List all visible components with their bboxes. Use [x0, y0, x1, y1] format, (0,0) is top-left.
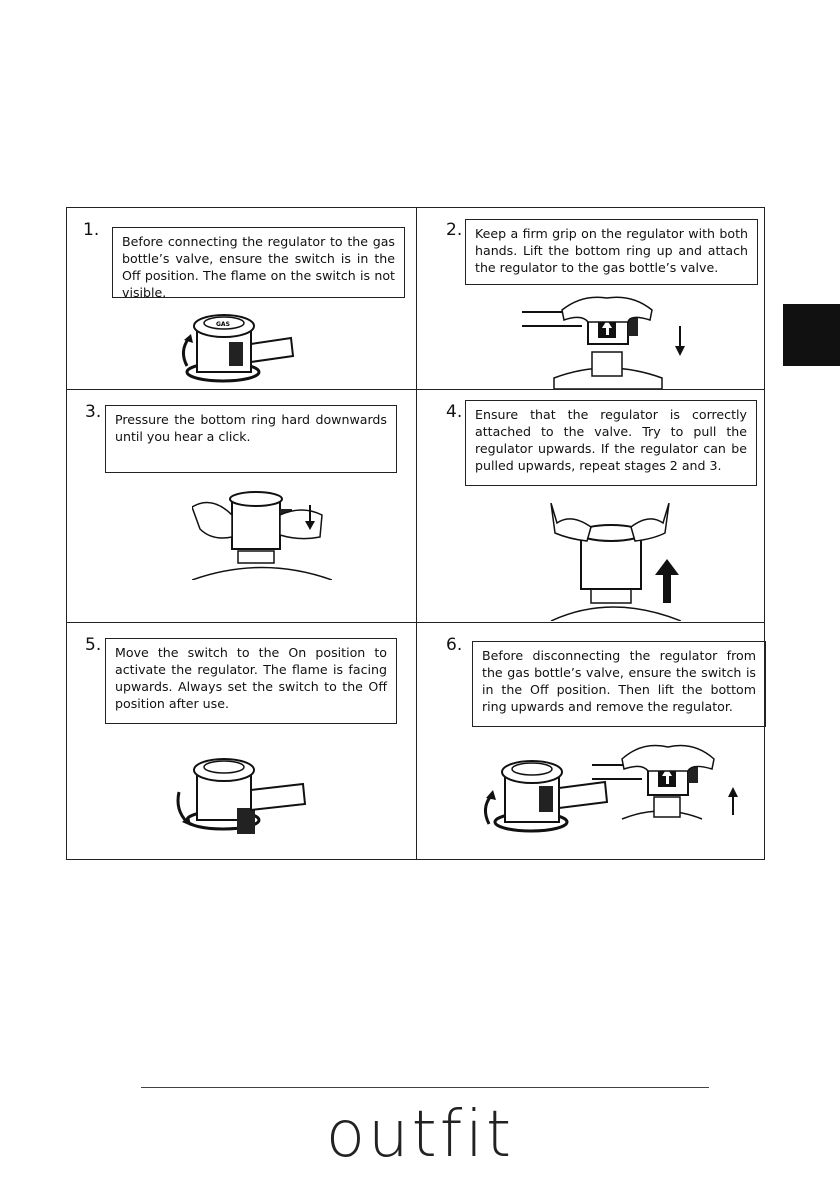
section-tab: [783, 304, 840, 366]
brand-logo: outfit: [325, 1098, 515, 1172]
step-5-text: Move the switch to the On position to activate the regulator. The flame is facing upwards. Always set the switch to the Off position after use.: [105, 638, 397, 724]
step-5-regulator-illustration: [167, 748, 307, 838]
step-2-number: 2.: [446, 220, 463, 240]
step-1-text: Before connecting the regulator to the gas bottle’s valve, ensure the switch is in the Off position. The flame on the switch is not visible.: [112, 227, 405, 298]
footer-divider: [141, 1087, 709, 1088]
step-3-cell: [67, 390, 416, 622]
step-3-hands-illustration: [192, 485, 332, 580]
step-2-text: Keep a firm grip on the regulator with both hands. Lift the bottom ring up and attach the regulator to the gas bottle’s valve.: [465, 219, 758, 285]
step-1-number: 1.: [83, 220, 100, 240]
step-6-cell: [417, 623, 766, 861]
step-6-hands-illustration: [592, 735, 762, 825]
step-5-cell: [67, 623, 416, 861]
step-1-cell: [67, 208, 416, 389]
step-4-number: 4.: [446, 402, 463, 422]
step-3-text: Pressure the bottom ring hard downwards until you hear a click.: [105, 405, 397, 473]
step-5-number: 5.: [85, 635, 102, 655]
step-4-cell: [417, 390, 766, 622]
step-4-text: Ensure that the regulator is correctly attached to the valve. Try to pull the regulator upwards. If the regulator can be pulled upwards, repeat stages 2 and 3.: [465, 400, 757, 486]
instruction-grid: [66, 207, 765, 860]
step-2-hands-illustration: [522, 288, 692, 389]
step-3-number: 3.: [85, 402, 102, 422]
regulator-label: GAS: [216, 321, 230, 328]
step-6-text: Before disconnecting the regulator from the gas bottle’s valve, ensure the switch is in the Off position. Then lift the bottom ring upwards and remove the regulator.: [472, 641, 766, 727]
step-2-cell: [417, 208, 766, 389]
step-4-hands-illustration: [541, 503, 681, 621]
step-1-regulator-illustration: [167, 306, 297, 386]
step-6-number: 6.: [446, 635, 463, 655]
